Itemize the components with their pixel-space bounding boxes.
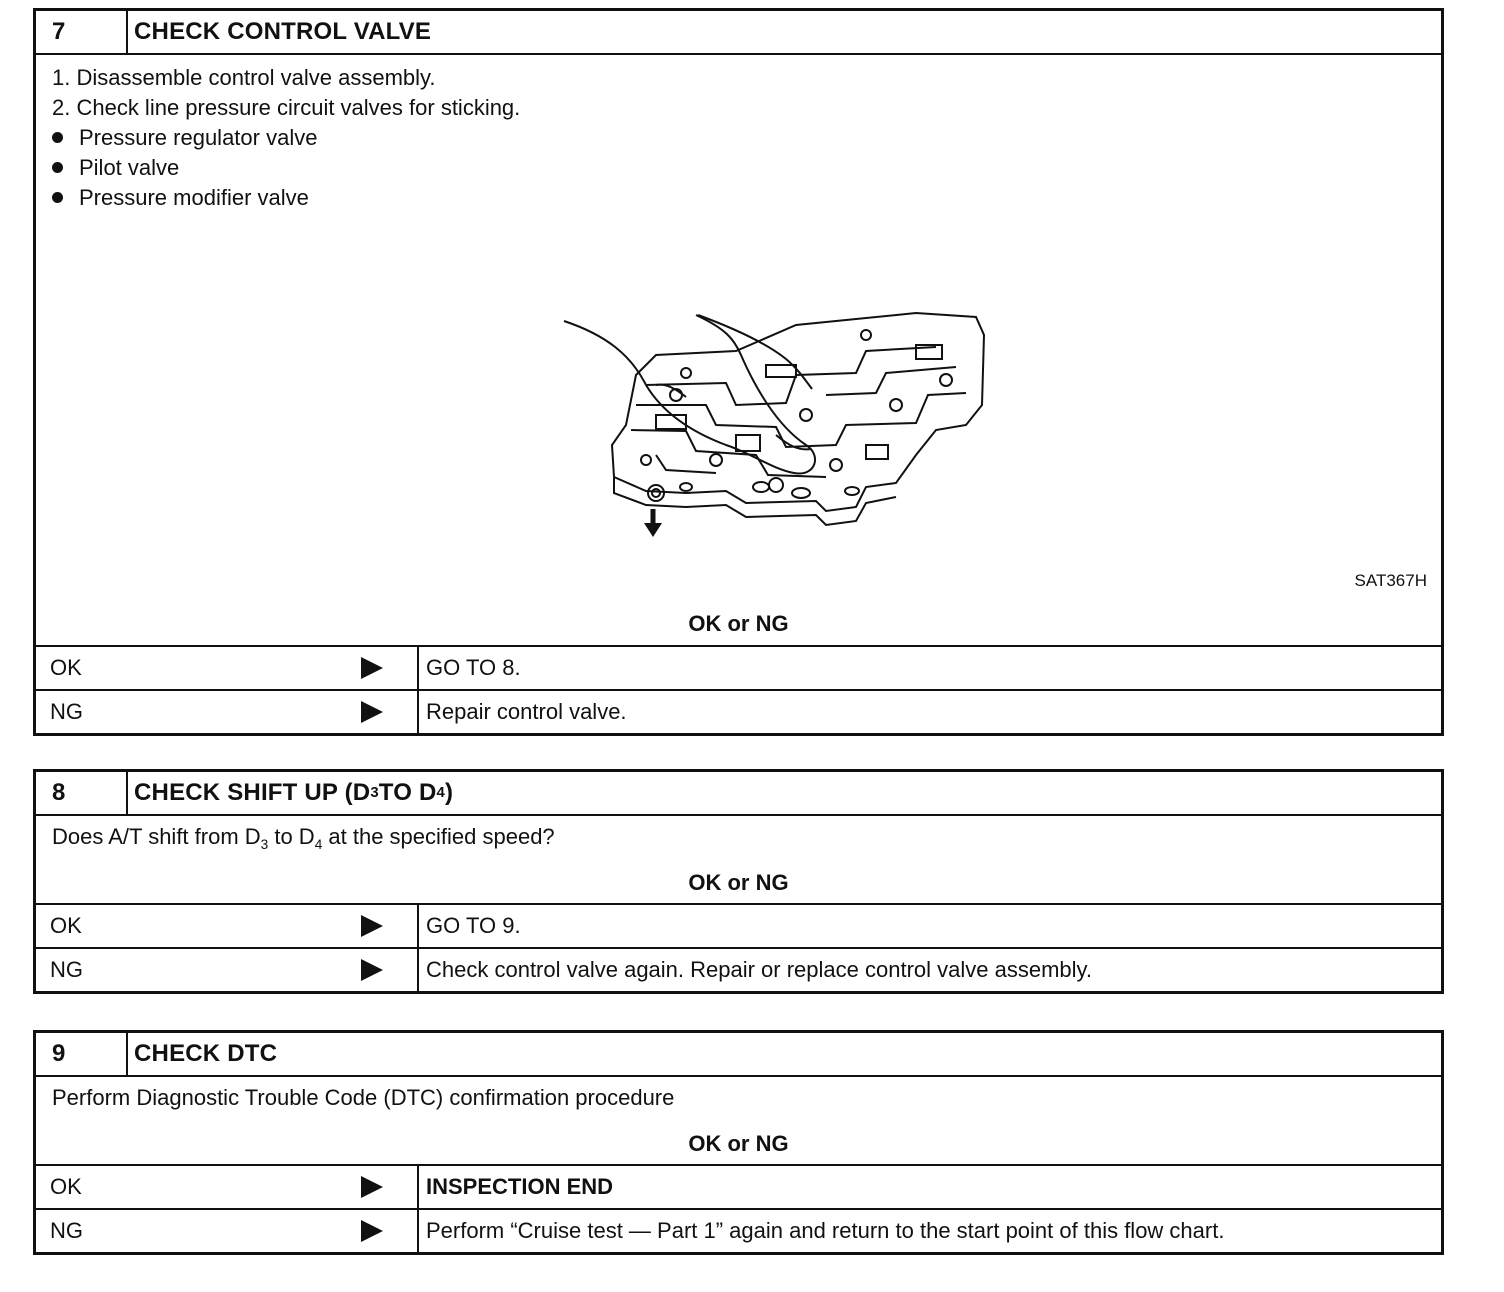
ok-action: GO TO 8. (426, 655, 521, 680)
instruction-line-1: 1. Disassemble control valve assembly. (52, 65, 436, 90)
ng-label (36, 691, 419, 733)
step-number: 8 (36, 772, 128, 814)
bullet-text: Pilot valve (79, 155, 180, 180)
ok-action: GO TO 9. (426, 913, 521, 938)
ng-action: Perform “Cruise test — Part 1” again and return to the start point of this flow chart. (426, 1218, 1225, 1243)
title-part: CHECK SHIFT UP (D (134, 779, 371, 806)
step-title (128, 772, 1441, 814)
question-text (52, 824, 555, 852)
bullet-icon (52, 192, 63, 203)
instruction-line-2: 2. Check line pressure circuit valves for sticking. (52, 95, 521, 120)
ok-label (36, 1166, 419, 1208)
question-part: to D (268, 824, 315, 849)
right-arrow-icon (361, 1220, 383, 1242)
right-arrow-icon (361, 915, 383, 937)
ok-or-ng-label: OK or NG (688, 1131, 789, 1156)
step-number: 9 (36, 1033, 128, 1075)
ok-row (36, 647, 1441, 689)
title-subscript: 4 (436, 785, 445, 801)
step-title: CHECK CONTROL VALVE (134, 18, 432, 45)
ok-or-ng-label: OK or NG (688, 611, 789, 636)
question-part: at the specified speed? (322, 824, 555, 849)
step-9-box (33, 1030, 1444, 1255)
ng-action: Repair control valve. (426, 699, 627, 724)
ng-label-text: NG (50, 699, 83, 724)
right-arrow-icon (361, 1176, 383, 1198)
question-subscript: 4 (314, 836, 323, 852)
ng-label (36, 1210, 419, 1252)
step-9-body (36, 1077, 1441, 1166)
step-9-header (36, 1033, 1441, 1077)
bullet-item (52, 125, 317, 151)
step-8-box (33, 769, 1444, 994)
bullet-icon (52, 162, 63, 173)
instruction-text: Perform Diagnostic Trouble Code (DTC) confirmation procedure (52, 1085, 675, 1110)
step-8-header (36, 772, 1441, 816)
right-arrow-icon (361, 959, 383, 981)
ng-row (36, 689, 1441, 733)
figure-code: SAT367H (1354, 571, 1427, 590)
ng-label (36, 949, 419, 991)
bullet-item (52, 185, 309, 211)
ok-label-text: OK (50, 1174, 82, 1199)
ok-or-ng-label: OK or NG (688, 870, 789, 895)
ng-label-text: NG (50, 957, 83, 982)
ng-action: Check control valve again. Repair or replace control valve assembly. (426, 957, 1093, 982)
step-title: CHECK DTC (134, 1040, 278, 1067)
ok-label-text: OK (50, 913, 82, 938)
ok-row (36, 905, 1441, 947)
ok-row (36, 1166, 1441, 1208)
bullet-item (52, 155, 179, 181)
ok-label-text: OK (50, 655, 82, 680)
right-arrow-icon (361, 657, 383, 679)
question-part: Does A/T shift from D (52, 824, 261, 849)
title-subscript: 3 (370, 785, 379, 801)
bullet-icon (52, 132, 63, 143)
question-subscript: 3 (260, 836, 269, 852)
bullet-text: Pressure regulator valve (79, 125, 318, 150)
control-valve-illustration (536, 255, 1006, 555)
step-7-box (33, 8, 1444, 736)
title-part: TO D (378, 779, 437, 806)
ng-label-text: NG (50, 1218, 83, 1243)
step-8-body (36, 816, 1441, 905)
ok-action: INSPECTION END (426, 1174, 614, 1199)
title-part: ) (444, 779, 454, 806)
ok-label (36, 647, 419, 689)
step-7-header (36, 11, 1441, 55)
step-7-body (36, 55, 1441, 647)
ng-row (36, 947, 1441, 991)
ng-row (36, 1208, 1441, 1252)
ok-label (36, 905, 419, 947)
bullet-text: Pressure modifier valve (79, 185, 309, 210)
right-arrow-icon (361, 701, 383, 723)
step-number: 7 (36, 11, 128, 53)
